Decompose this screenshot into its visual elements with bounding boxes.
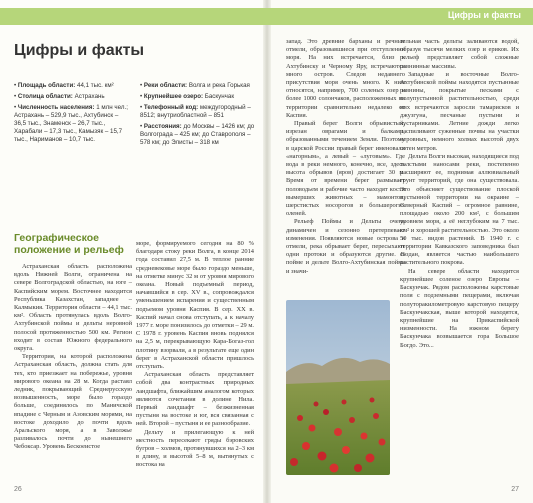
page-title: Цифры и факты: [14, 42, 145, 59]
fact-item: • Расстояния: до Москвы – 1426 км; до Волгограда – 425 км; до Ставрополя – 578 км; до Элисты – 318 км: [140, 123, 255, 146]
paragraph: Дельта Волги высокая, находящиеся под толстыми наносами реки, постепенно расширяют ее, поднимая аллювиальный грунт территорий, где она существовала. Это объясняет существование плоской пустынной территории на окраине – Северный Каспий – огромное равнине, площадью около 200 км², с большим уровнем моря, а её неглубоким на 7 тыс. км² и хорошей растительностью. Это около 50 тыс. видов растений. В 1940 г. с территории Кавказского заповедника был создан, является частью наибольшего растительного покрова.: [400, 152, 519, 267]
landscape-photo: [286, 300, 390, 475]
paragraph: Рельеф Поймы и Дельты очень динамичен и сезонно претерпевает изменения. Появляются новые острова и отмели, река обрывает берег, пересыхают одни протоки и образуются другие. В пойме и дельте Волго-Ахтубинская пойма и значи-: [286, 218, 405, 275]
photo-illustration: [286, 300, 390, 475]
paragraph: На севере области находится крупнейшее соленое озеро Европы – Баскунчак. Рядом расположены карстовые поля с подземными пещерами, включая полуторакилометровую карстовую пещеру Баскунчакская, выше которой находятся, крупнейшие на Прикаспийской низменности. На южном берегу Баскунчака возвышается гора Большое Богдо. Это...: [400, 267, 519, 349]
paragraph: Западные и восточные Волго-Ахтубинской поймы находятся пустынные равнины, покрытые песками с полупустынной растительностью, среди них встречаются заросли тамарисков и джузгуна, песчаные пустыни и кустарниками. Летние дожди легко распиливают суженные почвы на участки неровных, немного холмах высотой двух сотен метров.: [400, 70, 519, 152]
section-subheading: Географическое положение и рельеф: [14, 232, 124, 256]
facts-left-column: [14, 82, 132, 147]
paragraph: Астраханская область расположена вдоль Нижней Волги, ограничена на севере Волгоградской областью, на юге – Каспийским морем. Восточнее находится Республика Казахстан, западнее – Калмыкия. Территория области – 44,1 тыс. км². Область протянулась вдоль Волго-Ахтубинской поймы и дельты неровной полосой протяженностью 500 км. Регион входит в состав Южного федерального округа.: [14, 263, 132, 353]
fact-item: • Телефонный код: междугородный – 8512; внутриобластной – 851: [140, 104, 251, 119]
paragraph: Астраханская область представляет собой два контрастных природных ландшафта, ближайшим аналогом которых являются сочетания в долине Нила. Первый ландшафт – безжизненная пустыня на востоке и юг, вся связанная с ней. Второй – пустыня и ее разнообразие.: [136, 371, 254, 428]
fact-item: • Реки области: Волга и река Горькая: [140, 82, 250, 89]
book-gutter: [263, 0, 271, 503]
text-column-right-1: [286, 38, 405, 276]
text-column-left-2: [136, 240, 254, 470]
section-label: Цифры и факты: [447, 10, 521, 20]
paragraph: Территория, на которой расположена Астраханская область, должна стать для тех, кто приезжает на побережье, уровня мирового океана на 28 м. Когда растаял ледник, покрывающий Среднерусскую возвышенность, море было гораздо больше, соединялось по Маничской впадине с Черным и Азовским морями, на востоке доходило до почти вдоль Аральского моря, а в Заволжье разливалось почти до нынешнего Чебоксар. Уровень Бескоеистое: [14, 353, 132, 451]
paragraph: Правый берег Волги обрывистый, изрезан оврагами и балками, образованными течением Земли. Поэтому в царской России правый берег именовали «нагорным», а левый – «луговым». Где вода в реки немного, конечно, все, здесь высота обрывов (яров) достигает 30 м. Время от времени берег размывает половодьем и рабочие часто находят кости вымерших животных – мамонтов, шерстистых носорогов и большерогих оленей.: [286, 120, 405, 218]
page-number-left: 26: [14, 486, 22, 493]
text-column-left-1: [14, 263, 132, 452]
paragraph: море, формируемого сегодня на 80 % благодаря стоку реки Волга, в конце 2014 года составил 27,5 м. В теплое ранние средневековье море было гораздо меньше, на отметке минус 32 м от уровня мирового океана. Новый подъемный период, начавшийся в сер. XV в., сопровождался уменьшением испарения и существенным подъемом уровня Каспия. В сер. XX в. Каспий начал снова отступать, а к началу 1977 г. море понизилось до отметки – 29 м. С 1978 г. уровень Каспия вновь поднялся на 2,5 м, перекрывающую Кара-Богаз-гол плотину взорвали, а в результате еще один берег в Астраханской области пришлось отступать.: [136, 240, 254, 371]
fact-item: • Численность населения: 1 млн чел.; Астрахань – 529,9 тыс., Ахтубинск – 36,5 тыс., Знаменск – 26,7 тыс., Харабали – 17,3 тыс., Камызяк – 15,7 тыс., Нариманов – 10,7 тыс.: [14, 104, 128, 143]
fact-item: • Площадь области: 44,1 тыс. км²: [14, 82, 114, 89]
fact-item: • Столица области: Астрахань: [14, 93, 105, 100]
facts-right-column: [140, 82, 258, 150]
paragraph: запад. Это древние барханы и речные отмели, образовавшиеся при отступлении моря. На них встречается, близ к Ахтубинску и Черному Яру, встречаются много остров. Следов недавнего присутствия моря очень много. К ним относятся, например, 700 соленых озер и более 1000 солончаков, расположенных на территории сравнительно недалеко от Каспия.: [286, 38, 405, 119]
paragraph: тельная часть дельты заливаются водой, образуя тысячи мелких озер и ериков. Их рельеф представляет собой сложные равнинные массивы.: [400, 38, 519, 70]
paragraph: Дельту и прилегающую к ней местность пересекают гряды бэровских бугров – холмов, протянувшихся на 2–3 км в длину, и высотой 5–8 м, вытянутых с востока на: [136, 428, 254, 469]
page-number-right: 27: [511, 486, 519, 493]
text-column-right-2: [400, 38, 519, 350]
fact-item: • Крупнейшее озеро: Баскунчак: [140, 93, 235, 100]
